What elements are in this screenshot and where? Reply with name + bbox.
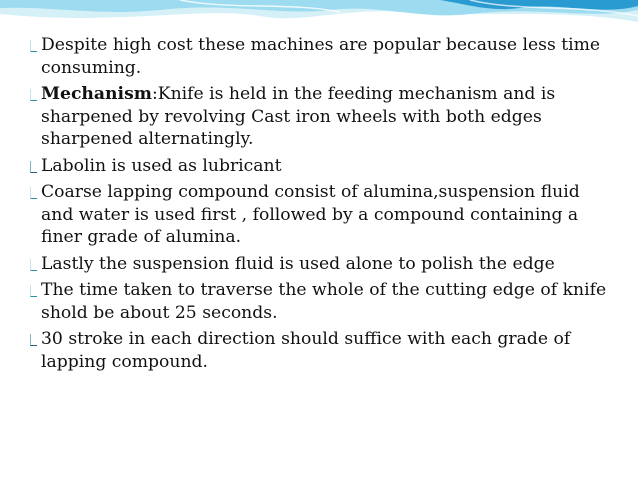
bullet-marker-icon (30, 334, 37, 346)
bullet-marker-icon (30, 285, 37, 297)
bullet-text: :Knife is held in the feeding mechanism and is sharpened by revolving Cast iron wheels with both edges sharpened alternatingly. (41, 84, 556, 149)
bullet-marker-icon (30, 187, 37, 199)
bullet-list (30, 34, 610, 377)
bullet-item (30, 328, 610, 373)
bullet-item (30, 83, 610, 151)
bullet-text: Coarse lapping compound consist of alumina,suspension fluid and water is used first , followed by a compound containing a finer grade of alumina. (41, 182, 580, 247)
bullet-text: 30 stroke in each direction should suffice with each grade of lapping compound. (41, 329, 571, 372)
bullet-text: Labolin is used as lubricant (41, 155, 282, 176)
bullet-item (30, 279, 610, 324)
bullet-item (30, 181, 610, 249)
bullet-text: The time taken to traverse the whole of the cutting edge of knife shold be about 25 seconds. (41, 280, 607, 323)
bullet-marker-icon (30, 40, 37, 52)
bullet-item (30, 155, 610, 178)
bullet-item (30, 253, 610, 276)
bullet-marker-icon (30, 161, 37, 173)
bullet-text: Despite high cost these machines are popular because less time consuming. (41, 35, 601, 78)
bullet-text: Lastly the suspension fluid is used alone to polish the edge (41, 253, 555, 274)
bullet-marker-icon (30, 259, 37, 271)
bullet-marker-icon (30, 89, 37, 101)
bullet-item (30, 34, 610, 79)
bullet-bold-term: Mechanism (41, 84, 152, 104)
